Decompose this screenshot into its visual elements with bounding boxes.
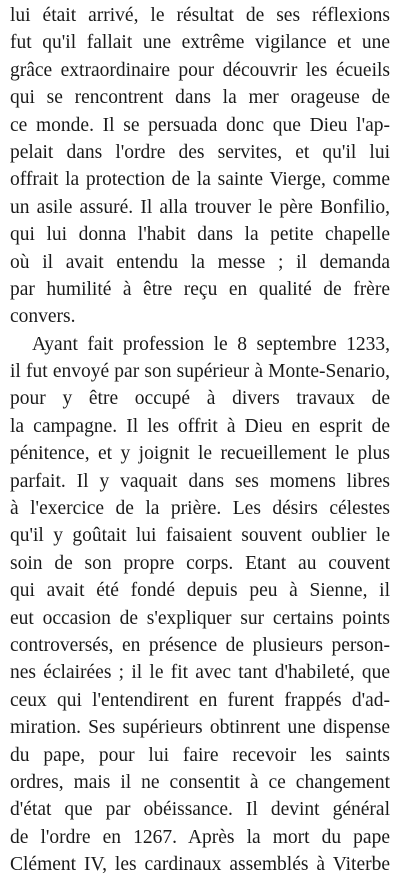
text-line: du pape, pour lui faire recevoir les saints <box>10 744 390 766</box>
paragraph-1 <box>10 2 390 331</box>
text-line: fut qu'il fallait une extrême vigilance et une <box>10 32 390 54</box>
text-line: pour y être occupé à divers travaux de <box>10 388 390 410</box>
text-line: offrait la protection de la sainte Vierge, comme <box>10 169 390 191</box>
text-line: qui se rencontrent dans la mer orageuse de <box>10 87 390 109</box>
text-line: grâce extraordinaire pour découvrir les écueils <box>10 59 390 81</box>
text-line: qu'il y goûtait lui faisaient souvent oublier le <box>10 525 390 547</box>
text-line: eut occasion de s'expliquer sur certains points <box>10 607 390 629</box>
text-line: convers. <box>10 306 76 328</box>
text-line: la campagne. Il les offrit à Dieu en esprit de <box>10 415 390 437</box>
text-line: par humilité à être reçu en qualité de frère <box>10 278 390 300</box>
text-line: controversés, en présence de plusieurs person- <box>10 634 390 656</box>
text-line: de l'ordre en 1267. Après la mort du pape <box>10 826 390 848</box>
text-line: nes éclairées ; il le fit avec tant d'habileté, que <box>10 662 390 684</box>
text-line: il fut envoyé par son supérieur à Monte-Senario, <box>10 361 390 383</box>
text-line: ceux qui l'entendirent en furent frappés d'ad- <box>10 689 390 711</box>
text-line: ordres, mais il ne consentit à ce changement <box>10 771 390 793</box>
paragraph-2 <box>10 331 390 879</box>
text-line: Clément IV, les cardinaux assemblés à Viterbe <box>10 854 390 876</box>
text-line: à l'exercice de la prière. Les désirs célestes <box>10 498 390 520</box>
text-line: Ayant fait profession le 8 septembre 1233, <box>32 333 390 355</box>
text-line: pénitence, et y joignit le recueillement le plus <box>10 443 390 465</box>
text-line: d'état que par obéissance. Il devint général <box>10 799 390 821</box>
text-line: un asile assuré. Il alla trouver le père Bonfilio, <box>10 196 390 218</box>
text-line: miration. Ses supérieurs obtinrent une dispense <box>10 717 390 739</box>
text-line: qui lui donna l'habit dans la petite chapelle <box>10 224 390 246</box>
text-line: ce monde. Il se persuada donc que Dieu l'ap- <box>10 114 390 136</box>
text-line: lui était arrivé, le résultat de ses réflexions <box>10 5 390 26</box>
text-line: où il avait entendu la messe ; il demanda <box>10 251 390 273</box>
text-line: pelait dans l'ordre des servites, et qu'il lui <box>10 141 390 163</box>
text-line: soin de son propre corps. Etant au couvent <box>10 552 390 574</box>
text-line: parfait. Il y vaquait dans ses momens libres <box>10 470 390 492</box>
text-line: qui avait été fondé depuis peu à Sienne, il <box>10 580 390 602</box>
